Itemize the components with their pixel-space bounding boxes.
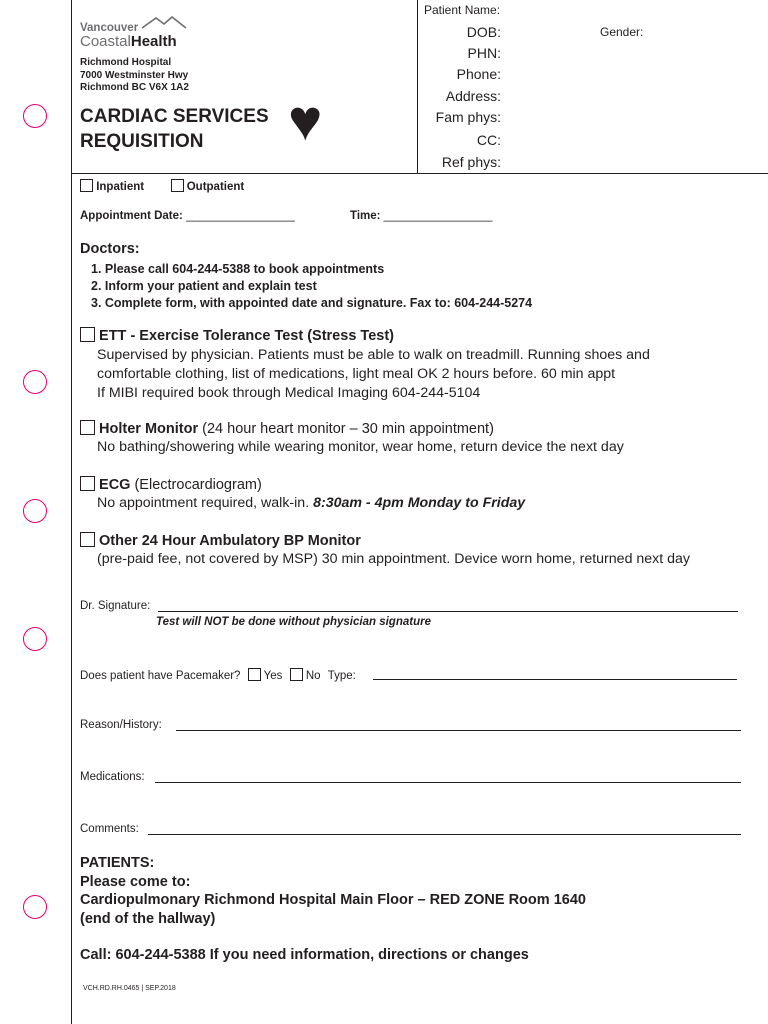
doctor-step: 3. Complete form, with appointed date and signature. Fax to: 604-244-5274 xyxy=(91,296,533,310)
pacemaker-yes-label: Yes xyxy=(263,670,283,682)
appointment-time-field[interactable]: _________________ xyxy=(383,210,493,222)
header-bottom-rule xyxy=(71,173,768,174)
patients-heading: PATIENTS: xyxy=(80,855,155,871)
patients-line: Please come to: xyxy=(80,873,191,890)
page-title xyxy=(80,104,269,154)
appointment-date-label: Appointment Date: xyxy=(80,210,183,222)
signature-label: Dr. Signature: xyxy=(80,600,151,612)
phone-label: Phone: xyxy=(456,66,501,82)
appointment-row xyxy=(80,210,295,222)
appointment-date-field[interactable]: _________________ xyxy=(186,210,295,222)
pacemaker-no-label: No xyxy=(305,670,321,682)
header-divider xyxy=(417,0,418,173)
ecg-option xyxy=(80,476,262,493)
punch-hole xyxy=(23,895,47,919)
pacemaker-label: Does patient have Pacemaker? xyxy=(80,670,241,682)
inpatient-checkbox[interactable] xyxy=(80,179,93,192)
bp-option xyxy=(80,532,361,549)
punch-hole xyxy=(23,499,47,523)
doctor-step: 2. Inform your patient and explain test xyxy=(91,279,317,293)
patients-call: Call: 604-244-5388 If you need information, directions or changes xyxy=(80,947,529,963)
patients-location: Cardiopulmonary Richmond Hospital Main Floor – RED ZONE Room 1640 xyxy=(80,892,586,908)
form-code: VCH.RD.RH.0465 | SEP.2018 xyxy=(83,985,176,992)
ett-line: comfortable clothing, list of medications, light meal OK 2 hours before. 60 min appt xyxy=(97,366,616,382)
punch-hole xyxy=(23,627,47,651)
logo-text-line2 xyxy=(80,33,177,50)
doctor-step: 1. Please call 604-244-5388 to book appointments xyxy=(91,262,385,276)
ecg-subtitle: (Electrocardiogram) xyxy=(130,477,262,493)
ecg-hours: 8:30am - 4pm Monday to Friday xyxy=(313,495,526,511)
ecg-checkbox[interactable] xyxy=(80,476,95,491)
ref-phys-label: Ref phys: xyxy=(441,154,501,170)
title-line: REQUISITION xyxy=(80,131,204,152)
doctor-steps xyxy=(91,261,532,312)
logo-coastal: Coastal xyxy=(80,33,131,50)
left-margin-line xyxy=(71,0,72,1024)
phn-label: PHN: xyxy=(467,45,501,61)
doctors-heading: Doctors: xyxy=(80,241,140,257)
vch-logo xyxy=(80,14,190,52)
comments-label: Comments: xyxy=(80,823,139,835)
address-line: 7000 Westminster Hwy xyxy=(80,69,189,81)
ett-option xyxy=(80,327,394,344)
signature-field[interactable] xyxy=(158,611,738,612)
address-line: Richmond BC V6X 1A2 xyxy=(80,82,189,93)
outpatient-label: Outpatient xyxy=(186,181,245,193)
outpatient-checkbox[interactable] xyxy=(171,179,184,192)
pacemaker-row xyxy=(80,668,356,682)
pacemaker-type-field[interactable] xyxy=(373,679,737,680)
patients-line: (end of the hallway) xyxy=(80,910,216,927)
bp-checkbox[interactable] xyxy=(80,532,95,547)
medications-field[interactable] xyxy=(155,782,741,783)
holter-title: Holter Monitor xyxy=(99,421,199,437)
holter-checkbox[interactable] xyxy=(80,420,95,435)
pacemaker-type-label: Type: xyxy=(327,670,356,682)
patients-section xyxy=(80,854,586,928)
ecg-line: No appointment required, walk-in. xyxy=(97,495,314,511)
medications-label: Medications: xyxy=(80,771,145,783)
ett-title: ETT - Exercise Tolerance Test (Stress Test) xyxy=(99,328,394,344)
hospital-address xyxy=(80,57,189,95)
address-label: Address: xyxy=(445,88,501,104)
bp-description: (pre-paid fee, not covered by MSP) 30 min appointment. Device worn home, returned next day xyxy=(97,551,691,567)
holter-subtitle: (24 hour heart monitor – 30 min appointment) xyxy=(198,421,494,437)
ecg-title: ECG xyxy=(99,477,131,493)
pacemaker-yes-checkbox[interactable] xyxy=(248,668,261,681)
patient-type-row xyxy=(80,179,244,193)
punch-hole xyxy=(23,370,47,394)
ett-line: If MIBI required book through Medical Imaging 604-244-5104 xyxy=(97,385,481,401)
logo-health: Health xyxy=(130,33,177,50)
bp-title: Other 24 Hour Ambulatory BP Monitor xyxy=(99,533,361,549)
dob-label: DOB: xyxy=(466,24,501,40)
appointment-time-row xyxy=(350,210,492,222)
ett-line: Supervised by physician. Patients must be able to walk on treadmill. Running shoes and xyxy=(97,347,650,363)
holter-description: No bathing/showering while wearing monitor, wear home, return device the next day xyxy=(97,439,624,455)
title-line: CARDIAC SERVICES xyxy=(80,106,269,127)
heart-icon: ♥ xyxy=(288,88,323,153)
cc-label: CC: xyxy=(476,132,501,148)
punch-hole xyxy=(23,104,47,128)
fam-phys-label: Fam phys: xyxy=(435,109,501,125)
comments-field[interactable] xyxy=(148,834,741,835)
pacemaker-no-checkbox[interactable] xyxy=(290,668,303,681)
patient-name-label: Patient Name: xyxy=(424,3,501,17)
address-line: Richmond Hospital xyxy=(80,57,172,68)
ett-checkbox[interactable] xyxy=(80,327,95,342)
holter-option xyxy=(80,420,494,437)
signature-note: Test will NOT be done without physician signature xyxy=(156,616,431,628)
appointment-time-label: Time: xyxy=(350,210,381,222)
logo-text-line1: Vancouver xyxy=(80,22,139,34)
reason-field[interactable] xyxy=(176,730,741,731)
ecg-description xyxy=(97,495,525,511)
gender-label: Gender: xyxy=(600,25,644,39)
inpatient-label: Inpatient xyxy=(96,181,145,193)
reason-label: Reason/History: xyxy=(80,719,162,731)
ett-description xyxy=(97,346,650,403)
